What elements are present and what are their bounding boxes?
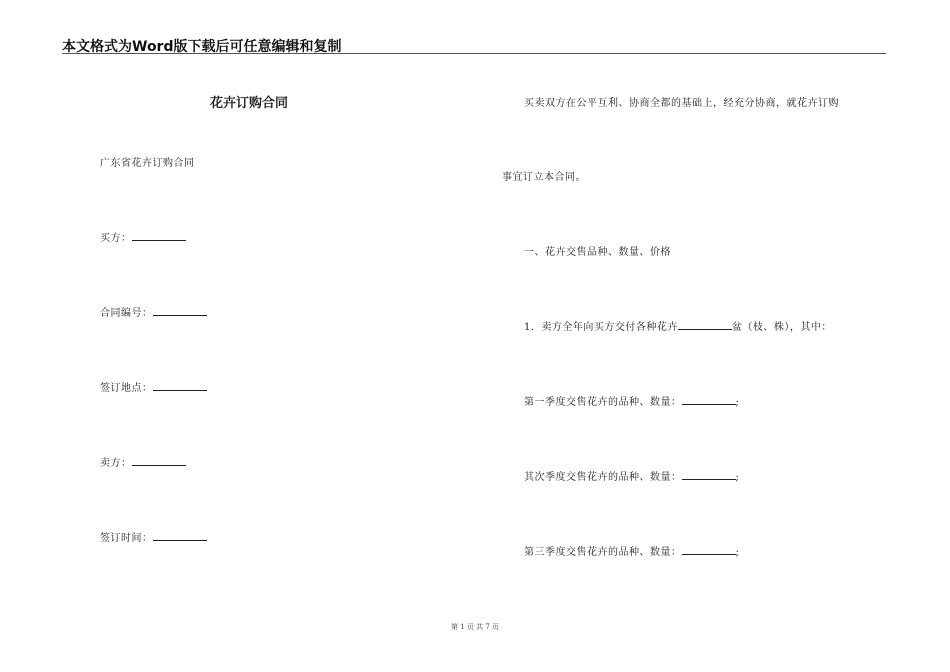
q1-blank (682, 396, 736, 405)
sign-place-line (100, 379, 207, 394)
document-header-title: 本文格式为Word版下载后可任意编辑和复制 (62, 39, 342, 55)
q1-label: 第一季度交售花卉的品种、数量： (524, 397, 682, 408)
page-number: 第 1 页 共 7 页 (450, 623, 500, 631)
item1-quantity-blank (678, 321, 732, 330)
sign-time-blank (153, 532, 207, 541)
intro-paragraph-line1: 买卖双方在公平互利、协商全都的基础上，经充分协商，就花卉订购 (524, 98, 839, 109)
q3-label: 第三季度交售花卉的品种、数量： (524, 547, 682, 558)
document-title: 花卉订购合同 (210, 96, 289, 111)
contract-subtitle: 广东省花卉订购合同 (100, 158, 195, 169)
q2-semicolon: ; (735, 472, 740, 483)
intro-paragraph-line2: 事宜订立本合同。 (502, 172, 586, 183)
q2-label: 其次季度交售花卉的品种、数量： (524, 472, 682, 483)
sign-place-label: 签订地点： (100, 383, 153, 394)
q3-semicolon: ; (735, 547, 740, 558)
seller-label: 卖方： (100, 458, 132, 469)
sign-place-blank (153, 382, 207, 391)
item1-text-b: 盆（枝、株），其中： (731, 322, 832, 333)
contract-number-line (100, 304, 207, 319)
item1-text-a: 1．卖方全年向买方交付各种花卉 (524, 322, 678, 333)
sign-time-label: 签订时间： (100, 533, 153, 544)
buyer-blank (132, 232, 186, 241)
contract-number-blank (153, 307, 207, 316)
buyer-label: 买方： (100, 233, 132, 244)
item1-line (524, 318, 832, 333)
seller-blank (132, 457, 186, 466)
sign-time-line (100, 529, 207, 544)
buyer-line (100, 229, 186, 244)
section1-heading: 一、花卉交售品种、数量、价格 (524, 247, 671, 258)
q1-semicolon: ; (735, 397, 740, 408)
q3-line (524, 543, 739, 558)
q2-line (524, 468, 739, 483)
header-divider (62, 53, 886, 54)
q3-blank (682, 546, 736, 555)
seller-line (100, 454, 186, 469)
contract-number-label: 合同编号： (100, 308, 153, 319)
q1-line (524, 393, 739, 408)
q2-blank (682, 471, 736, 480)
